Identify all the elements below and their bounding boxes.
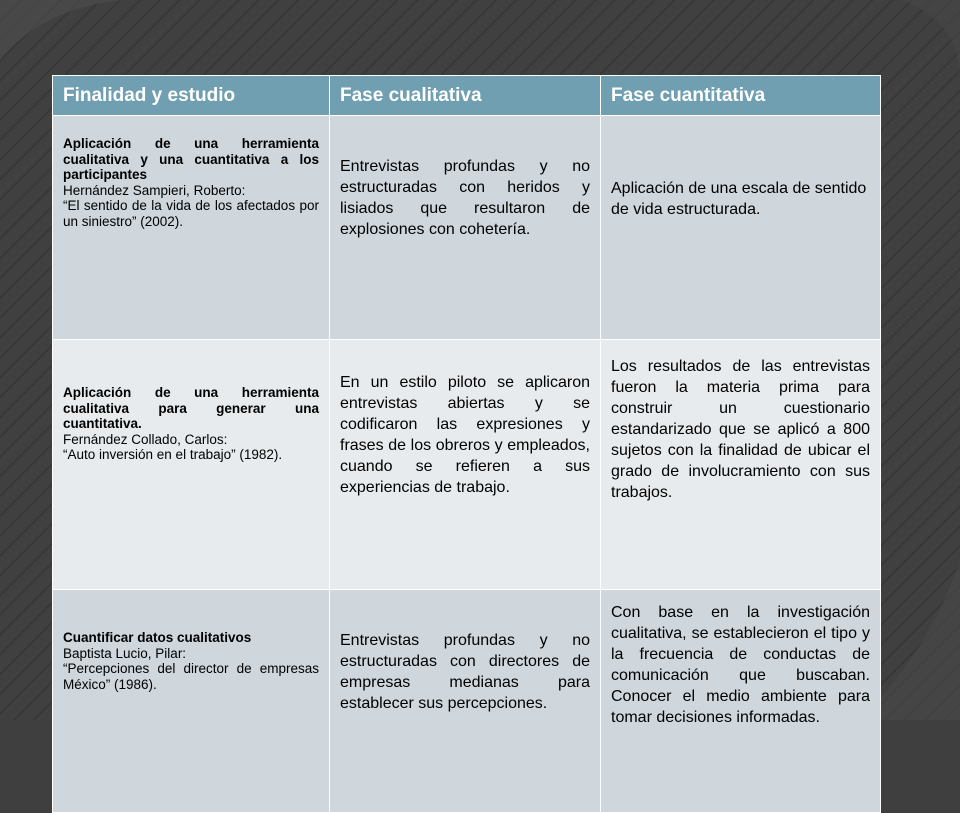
study-citation: “El sentido de la vida de los afectados por un siniestro” (2002). bbox=[63, 198, 319, 229]
header-fase-cualitativa: Fase cualitativa bbox=[330, 76, 601, 116]
table-row bbox=[53, 116, 881, 340]
comparison-table bbox=[52, 75, 881, 813]
header-fase-cuantitativa: Fase cuantitativa bbox=[601, 76, 881, 116]
study-citation: “Percepciones del director de empresas México” (1986). bbox=[63, 661, 319, 692]
quantitative-cell: Con base en la investigación cualitativa, se establecieron el tipo y la frecuencia de conductas de comunicación que buscaban. Conocer el medio ambiente para tomar decisiones informadas. bbox=[601, 590, 881, 813]
study-title: Aplicación de una herramienta cualitativa para generar una cuantitativa. bbox=[63, 385, 319, 431]
study-cell bbox=[53, 590, 330, 813]
study-author: Baptista Lucio, Pilar: bbox=[63, 645, 187, 661]
table-row bbox=[53, 340, 881, 590]
study-title: Cuantificar datos cualitativos bbox=[63, 630, 252, 645]
study-author: Fernández Collado, Carlos: bbox=[63, 431, 228, 447]
quantitative-cell: Aplicación de una escala de sentido de vida estructurada. bbox=[601, 116, 881, 340]
study-cell bbox=[53, 116, 330, 340]
qualitative-cell: En un estilo piloto se aplicaron entrevistas abiertas y se codificaron las expresiones y frases de los obreros y empleados, cuando se refieren a sus experiencias de trabajo. bbox=[330, 340, 601, 590]
table-row bbox=[53, 590, 881, 813]
quantitative-cell: Los resultados de las entrevistas fueron la materia prima para construir un cuestionario estandarizado que se aplicó a 800 sujetos con la finalidad de ubicar el grado de involucramiento con sus trabajos. bbox=[601, 340, 881, 590]
header-finalidad: Finalidad y estudio bbox=[53, 76, 330, 116]
qualitative-cell: Entrevistas profundas y no estructuradas con heridos y lisiados que resultaron de explosiones con cohetería. bbox=[330, 116, 601, 340]
study-citation: “Auto inversión en el trabajo” (1982). bbox=[63, 447, 283, 462]
study-author: Hernández Sampieri, Roberto: bbox=[63, 182, 246, 198]
study-cell bbox=[53, 340, 330, 590]
study-title: Aplicación de una herramienta cualitativa y una cuantitativa a los participantes bbox=[63, 136, 319, 182]
table-header-row bbox=[53, 76, 881, 116]
qualitative-cell: Entrevistas profundas y no estructuradas con directores de empresas medianas para establecer sus percepciones. bbox=[330, 590, 601, 813]
